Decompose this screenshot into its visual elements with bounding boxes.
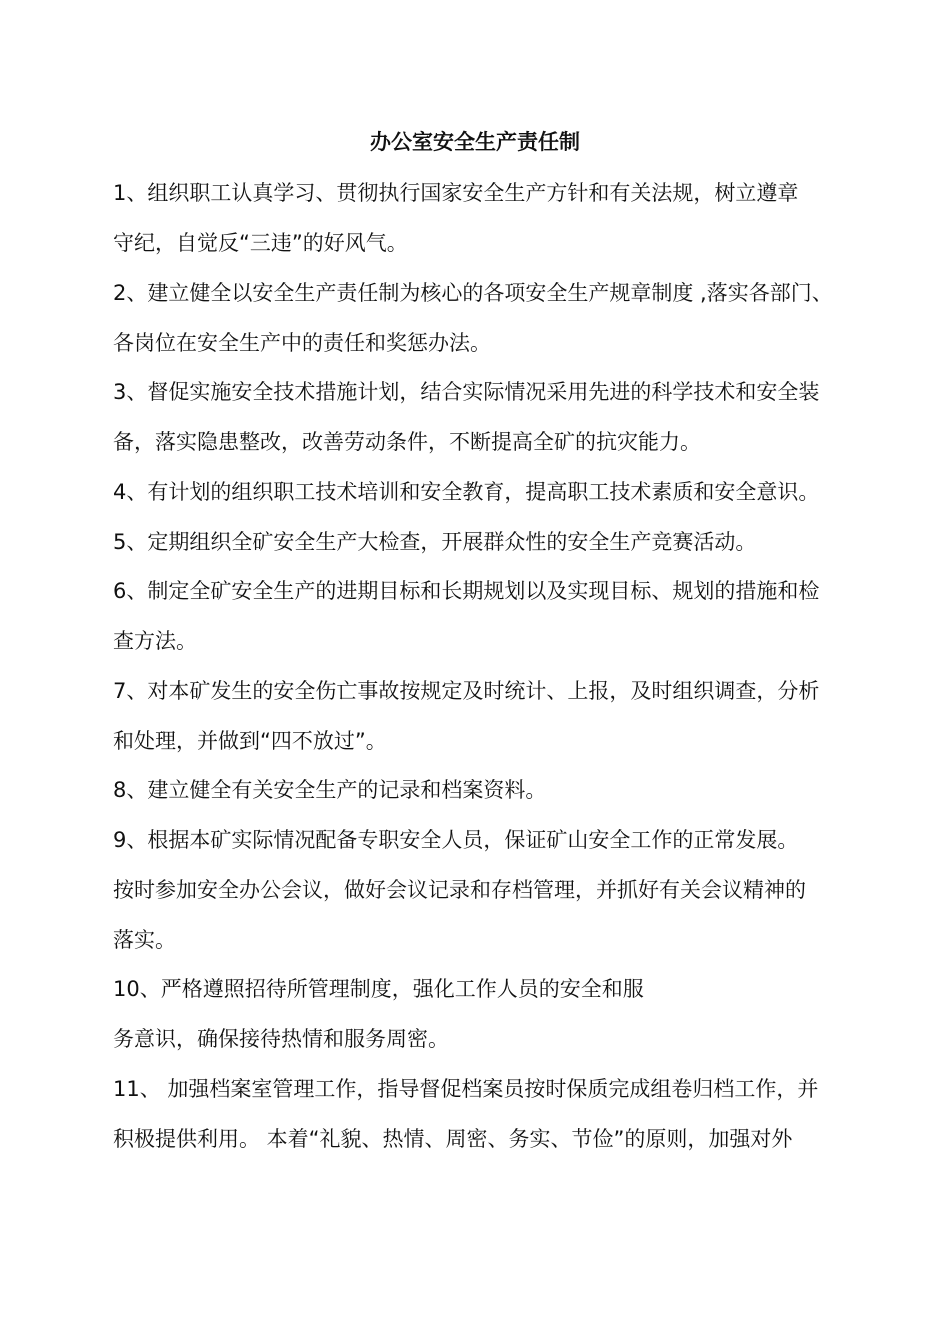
text-line: 各岗位在安全生产中的责任和奖惩办法。 — [113, 331, 491, 355]
text-line: 和处理，并做到“四不放过”。 — [113, 729, 387, 753]
text-line: 3、督促实施安全技术措施计划，结合实际情况采用先进的科学技术和安全装 — [113, 380, 820, 404]
text-line: 积极提供利用。 本着“礼貌、热情、周密、务实、节俭”的原则，加强对外 — [113, 1127, 793, 1151]
document-title: 办公室安全生产责任制 — [370, 130, 580, 154]
text-line: 7、对本矿发生的安全伤亡事故按规定及时统计、上报，及时组织调查，分析 — [113, 679, 820, 703]
text-line: 务意识，确保接待热情和服务周密。 — [113, 1027, 449, 1051]
text-line: 落实。 — [113, 928, 176, 952]
text-line: 1、组织职工认真学习、贯彻执行国家安全生产方针和有关法规，树立遵章 — [113, 181, 799, 205]
text-line: 11、 加强档案室管理工作，指导督促档案员按时保质完成组卷归档工作，并 — [113, 1077, 819, 1101]
text-line: 4、有计划的组织职工技术培训和安全教育，提高职工技术素质和安全意识。 — [113, 480, 820, 504]
text-line: 守纪，自觉反“三违”的好风气。 — [113, 231, 408, 255]
text-line: 按时参加安全办公会议，做好会议记录和存档管理，并抓好有关会议精神的 — [113, 878, 806, 902]
text-line: 查方法。 — [113, 629, 197, 653]
text-line: 10、严格遵照招待所管理制度，强化工作人员的安全和服 — [113, 977, 644, 1001]
text-line: 9、根据本矿实际情况配备专职安全人员，保证矿山安全工作的正常发展。 — [113, 828, 799, 852]
text-line: 8、建立健全有关安全生产的记录和档案资料。 — [113, 778, 547, 802]
text-line: 5、定期组织全矿安全生产大检查，开展群众性的安全生产竞赛活动。 — [113, 530, 757, 554]
text-line: 2、建立健全以安全生产责任制为核心的各项安全生产规章制度 ,落实各部门、 — [113, 281, 833, 305]
text-line: 6、制定全矿安全生产的进期目标和长期规划以及实现目标、规划的措施和检 — [113, 579, 820, 603]
text-line: 备，落实隐患整改，改善劳动条件，不断提高全矿的抗灾能力。 — [113, 430, 701, 454]
